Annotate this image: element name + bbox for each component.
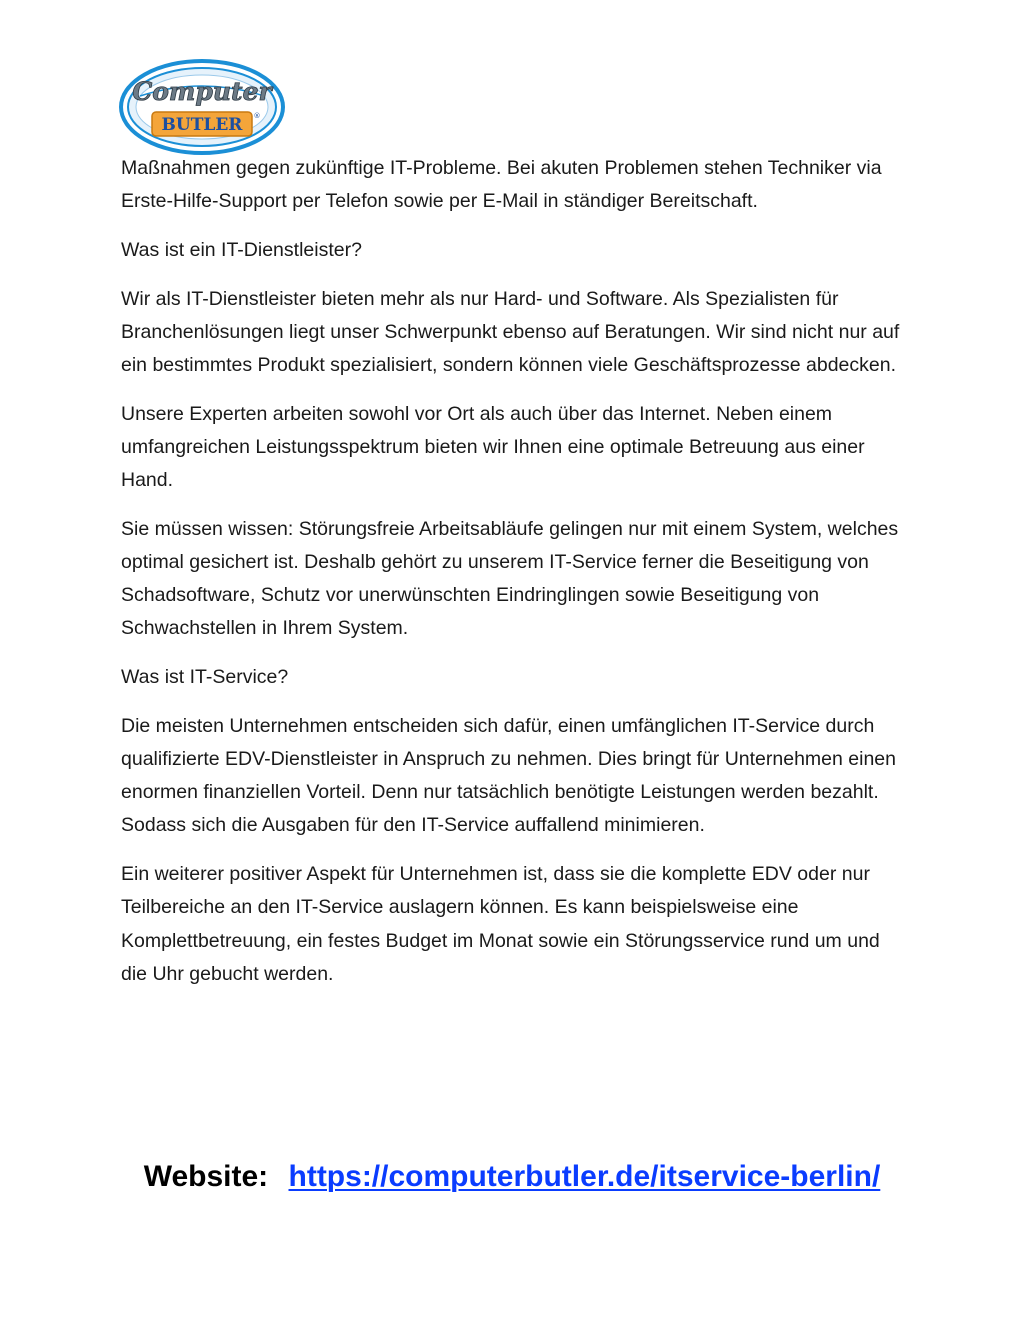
logo-script-text: Computer xyxy=(132,77,272,106)
paragraph-intro-continuation: Maßnahmen gegen zukünftige IT-Probleme. Bei akuten Problemen stehen Techniker via Erste-Hilfe-Support per Telefon sowie per E-Mail in ständiger Bereitschaft. xyxy=(121,157,882,213)
paragraph-experts: Unsere Experten arbeiten sowohl vor Ort als auch über das Internet. Neben einem umfangreichen Leistungsspektrum bieten wir Ihnen eine optimale Betreuung aus einer Hand. xyxy=(121,402,865,492)
document-body xyxy=(121,152,911,1006)
website-label: Website: xyxy=(143,1160,269,1193)
paragraph-security: Sie müssen wissen: Störungsfreie Arbeitsabläufe gelingen nur mit einem System, welches optimal gesichert ist. Deshalb gehört zu unserem IT-Service ferner die Beseitigung von Schadsoftware, Schutz vor unerwünschten Eindringlingen sowie Beseitigung von Schwachstellen in Ihrem System. xyxy=(121,517,899,640)
heading-what-is-it-service-provider: Was ist ein IT-Dienstleister? xyxy=(121,238,362,261)
computer-butler-logo-graphic xyxy=(118,58,286,156)
logo-banner-text: BUTLER xyxy=(161,115,243,135)
paragraph-companies: Die meisten Unternehmen entscheiden sich dafür, einen umfänglichen IT-Service durch qualifizierte EDV-Dienstleister in Anspruch zu nehmen. Dies bringt für Unternehmen einen enormen finanziellen Vorteil. Denn nur tatsächlich benötigte Leistungen werden bezahlt. Sodass sich die Ausgaben für den IT-Service auffallend minimieren. xyxy=(121,714,896,837)
paragraph-service-provider: Wir als IT-Dienstleister bieten mehr als nur Hard- und Software. Als Spezialisten für Branchenlösungen liegt unser Schwerpunkt ebenso auf Beratungen. Wir sind nicht nur auf ein bestimmtes Produkt spezialisiert, sondern können viele Geschäftsprozesse abdecken. xyxy=(121,287,900,377)
computer-butler-logo xyxy=(118,58,286,156)
paragraph-outsourcing: Ein weiterer positiver Aspekt für Unternehmen ist, dass sie die komplette EDV oder nur Teilbereiche an den IT-Service auslagern können. Es kann beispielsweise eine Komplettbetreuung, ein festes Budget im Monat sowie ein Störungsservice rund um und die Uhr gebucht werden. xyxy=(121,863,880,985)
registered-mark: ® xyxy=(253,112,261,120)
website-link[interactable]: https://computerbutler.de/itservice-berlin/ xyxy=(288,1160,881,1193)
heading-what-is-it-service: Was ist IT-Service? xyxy=(121,666,289,689)
website-footer xyxy=(0,1160,1024,1194)
